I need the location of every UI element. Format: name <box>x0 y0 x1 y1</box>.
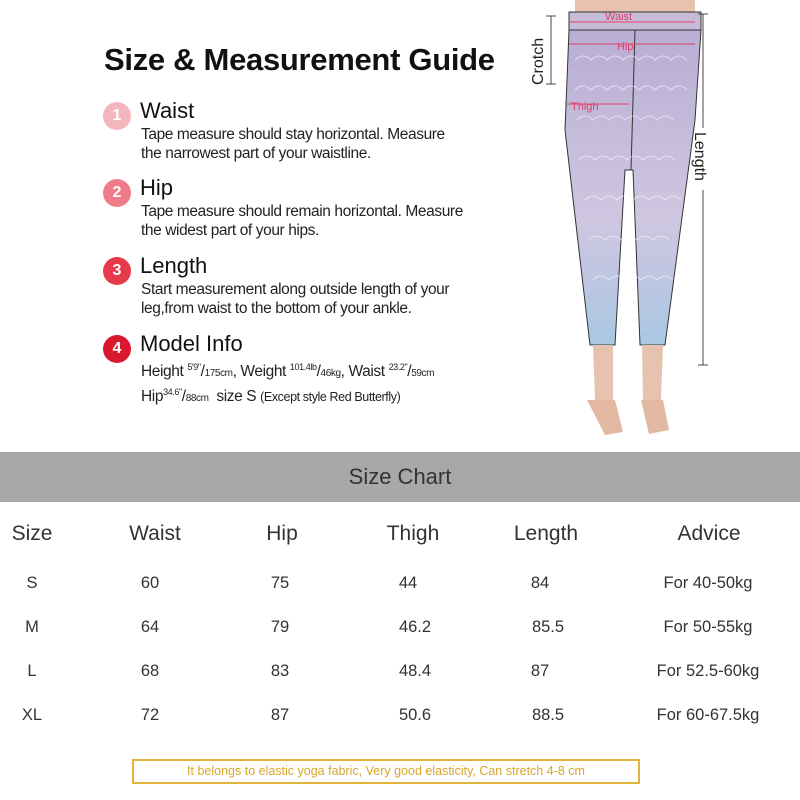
waist-marker: Waist <box>605 11 633 23</box>
cell-hip: 79 <box>270 618 290 636</box>
cell-advice: For 50-55kg <box>663 618 753 636</box>
description-line: the widest part of your hips. <box>141 222 319 239</box>
step-heading-length: Length <box>140 253 208 278</box>
step-description-length <box>141 280 521 318</box>
cell-thigh: 50.6 <box>398 706 432 724</box>
cell-length: 85.5 <box>531 618 565 636</box>
header-advice: Advice <box>677 522 741 545</box>
cell-advice: For 60-67.5kg <box>656 706 760 724</box>
size-label: size S <box>216 388 257 405</box>
hip-marker: Hip <box>617 41 634 53</box>
cell-hip: 75 <box>270 574 290 592</box>
model-info-line-1: Height $^{5'9"}$/175cm, Weight $^{101.4lb}$/46kg, Waist $^{23.2"}$/59cm <box>141 362 435 380</box>
hip-label: Hip <box>141 388 164 405</box>
right-ankle <box>642 345 663 400</box>
step-heading-waist: Waist <box>140 98 195 123</box>
cell-hip: 83 <box>270 662 290 680</box>
waist-label: , Waist <box>340 363 385 380</box>
header-waist: Waist <box>129 522 181 545</box>
crotch-label: Crotch <box>530 37 547 85</box>
cell-size: XL <box>21 706 43 724</box>
weight-imperial: 101.4lb <box>289 362 317 372</box>
hip-metric: 88cm <box>185 393 209 404</box>
step-description-waist <box>141 125 521 163</box>
cell-size: L <box>27 662 37 680</box>
model-info-details <box>141 358 521 408</box>
size-chart-title: Size Chart <box>0 452 800 502</box>
description-line: Start measurement along outside length of your <box>141 281 450 298</box>
cell-length: 88.5 <box>531 706 565 724</box>
step-number-4: 4 <box>103 335 131 363</box>
cell-hip: 87 <box>270 706 290 724</box>
cell-advice: For 40-50kg <box>663 574 753 592</box>
waist-metric: 59cm <box>411 368 435 379</box>
header-thigh: Thigh <box>386 522 440 545</box>
step-number-1: 1 <box>103 102 131 130</box>
step-number-3: 3 <box>103 257 131 285</box>
header-length: Length <box>513 522 579 545</box>
cell-advice: For 52.5-60kg <box>656 662 760 680</box>
step-number-2: 2 <box>103 179 131 207</box>
cell-waist: 68 <box>140 662 160 680</box>
model-figure <box>530 0 745 440</box>
cell-waist: 64 <box>140 618 160 636</box>
height-metric: 175cm <box>204 368 233 379</box>
cell-size: S <box>26 574 38 592</box>
cell-size: M <box>25 618 39 636</box>
cell-waist: 60 <box>140 574 160 592</box>
step-description-hip <box>141 202 521 240</box>
height-imperial: 5'9" <box>187 362 201 372</box>
description-line: Tape measure should remain horizontal. Measure <box>141 203 463 220</box>
length-label: Length <box>691 132 708 181</box>
header-size: Size <box>11 522 53 545</box>
cell-thigh: 48.4 <box>398 662 432 680</box>
guide-title: Size & Measurement Guide <box>104 42 495 77</box>
weight-metric: 46kg <box>320 368 341 379</box>
waistband <box>569 12 701 30</box>
cell-length: 87 <box>530 662 550 680</box>
right-foot <box>641 400 669 434</box>
torso-skin <box>575 0 695 12</box>
cell-length: 84 <box>530 574 550 592</box>
weight-label: , Weight <box>232 363 286 380</box>
hip-imperial: 34.6" <box>163 387 182 397</box>
size-note: (Except style Red Butterfly) <box>260 390 401 404</box>
description-line: the narrowest part of your waistline. <box>141 145 371 162</box>
cell-waist: 72 <box>140 706 160 724</box>
description-line: Tape measure should stay horizontal. Measure <box>141 126 445 143</box>
leggings <box>565 30 701 345</box>
fabric-note: It belongs to elastic yoga fabric, Very good elasticity, Can stretch 4-8 cm <box>132 759 640 784</box>
height-label: Height <box>141 363 184 380</box>
waist-imperial: 23.2" <box>388 362 408 372</box>
description-line: leg,from waist to the bottom of your ankle. <box>141 300 412 317</box>
step-heading-model-info: Model Info <box>140 331 243 356</box>
left-foot <box>587 400 623 435</box>
left-ankle <box>593 345 613 400</box>
model-info-line-2: Hip$^{34.6"}$/88cm size S (Except style Red Butterfly) <box>141 387 401 405</box>
thigh-marker: Thigh <box>571 101 599 113</box>
cell-thigh: 44 <box>398 574 418 592</box>
step-heading-hip: Hip <box>140 175 174 200</box>
header-hip: Hip <box>266 522 298 545</box>
cell-thigh: 46.2 <box>398 618 432 636</box>
